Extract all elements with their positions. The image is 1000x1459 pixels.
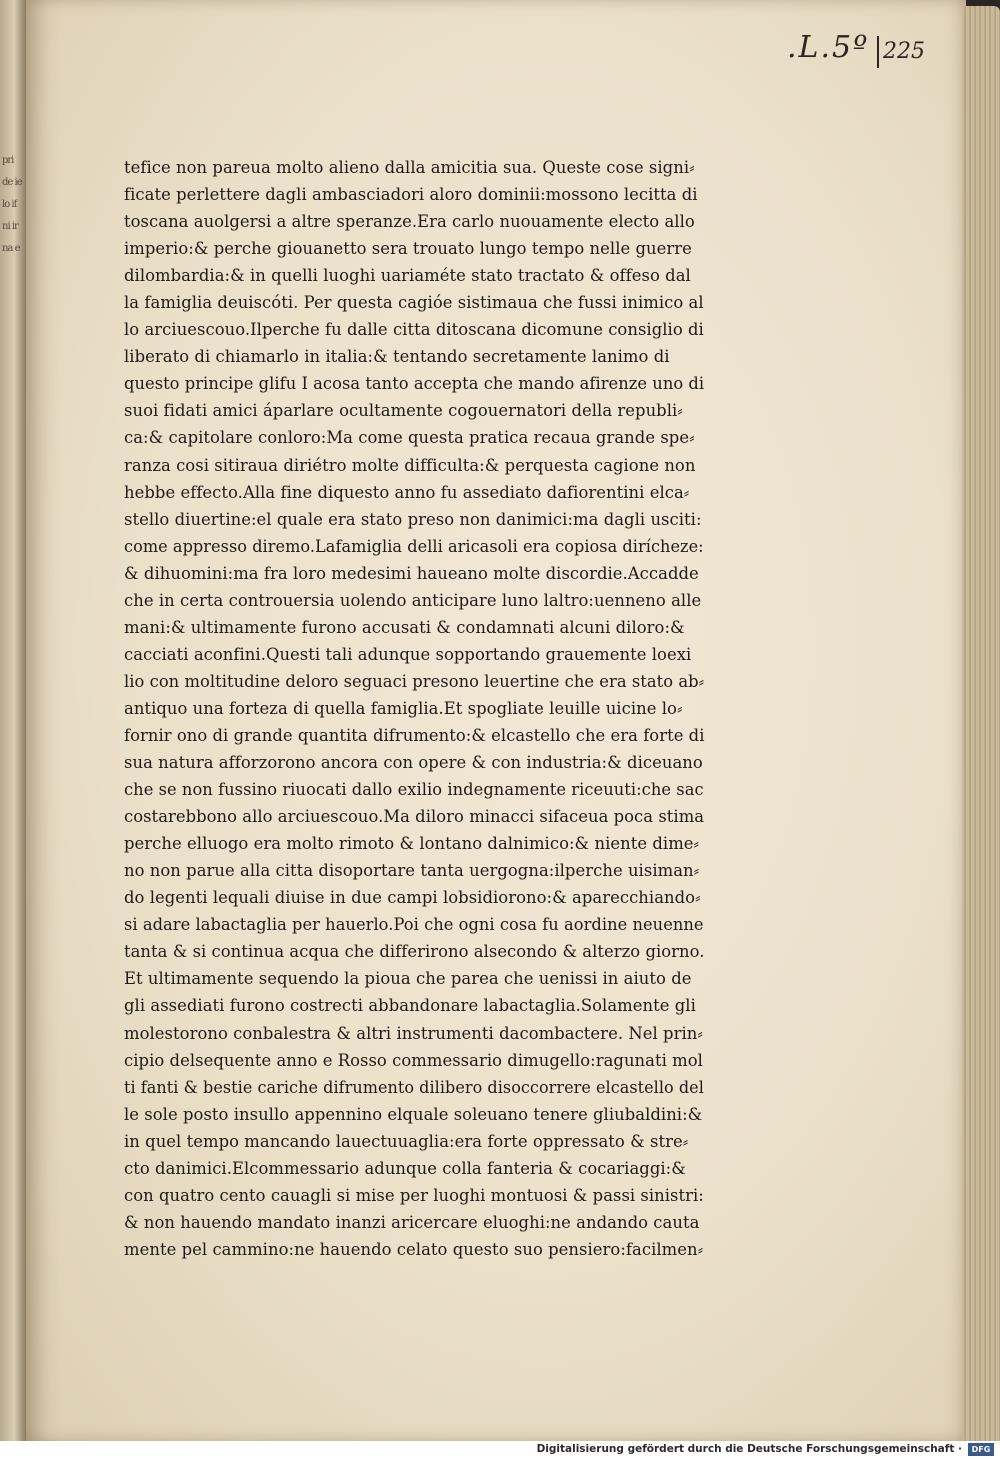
text-line: perche elluogo era molto rimoto & lontano dalnimico:& niente dime⸗ xyxy=(124,834,700,854)
text-line: molestorono conbalestra & altri instrumenti dacombactere. Nel prin⸗ xyxy=(124,1023,703,1043)
text-line: & dihuomini:ma fra loro medesimi haueano molte discordie.Accadde xyxy=(124,563,699,583)
text-line: gli assediati furono costrecti abbandonare labactaglia.Solamente gli xyxy=(124,996,696,1016)
text-line: che se non fussino riuocati dallo exilio indegnamente riceuuti:che sac xyxy=(124,780,704,800)
footer-bar xyxy=(0,1441,1000,1459)
text-line: Et ultimamente sequendo la pioua che parea che uenissi in aiuto de xyxy=(124,969,692,989)
text-line: questo principe glifu I acosa tanto accepta che mando afirenze uno di xyxy=(124,374,705,394)
text-line: con quatro cento cauagli si mise per luoghi montuosi & passi sinistri: xyxy=(124,1185,704,1205)
signature-mark: .L.5º xyxy=(787,30,870,65)
text-line: come appresso diremo.Lafamiglia delli aricasoli era copiosa dirícheze: xyxy=(124,536,704,556)
text-line: mente pel cammino:ne hauendo celato questo suo pensiero:facilmen⸗ xyxy=(124,1239,704,1259)
text-line: ficate perlettere dagli ambasciadori aloro dominii:mossono lecitta di xyxy=(124,185,698,205)
text-line: liberato di chiamarlo in italia:& tentando secretamente lanimo di xyxy=(124,347,670,367)
text-line: tanta & si continua acqua che differirono alsecondo & alterzo giorno. xyxy=(124,942,705,962)
text-line: ca:& capitolare conloro:Ma come questa pratica recaua grande spe⸗ xyxy=(124,428,695,448)
text-line: fornir ono di grande quantita difrumento:& elcastello che era forte di xyxy=(124,725,705,745)
page-stack-edges xyxy=(962,6,1000,1441)
text-line: costarebbono allo arciuescouo.Ma diloro minacci sifaceua poca stima xyxy=(124,807,705,827)
text-line: cacciati aconfini.Questi tali adunque sopportando grauemente loexi xyxy=(124,644,692,664)
text-line: mani:& ultimamente furono accusati & condamnati alcuni diloro:& xyxy=(124,617,685,637)
left-page-text-fragments: pri de ie lo if ni ir na e xyxy=(2,155,22,254)
text-line: do legenti lequali diuise in due campi lobsidiorono:& aparecchiando⸗ xyxy=(124,888,701,908)
text-line: suoi fidati amici áparlare ocultamente cogouernatori della republi⸗ xyxy=(124,401,683,421)
text-line: sua natura afforzorono ancora con opere & con industria:& diceuano xyxy=(124,753,703,773)
text-line: cto danimici.Elcommessario adunque colla fanteria & cocariaggi:& xyxy=(124,1158,686,1178)
text-line: tefice non pareua molto alieno dalla amicitia sua. Queste cose signi⸗ xyxy=(124,158,695,177)
text-column xyxy=(124,154,704,1263)
text-line: hebbe effecto.Alla fine diquesto anno fu assediato dafiorentini elca⸗ xyxy=(124,482,690,502)
text-line: imperio:& perche giouanetto sera trouato lungo tempo nelle guerre xyxy=(124,239,692,259)
text-line: lo arciuescouo.Ilperche fu dalle citta ditoscana dicomune consiglio di xyxy=(124,320,704,340)
text-line: le sole posto insullo appennino elquale soleuano tenere gliubaldini:& xyxy=(124,1104,703,1124)
text-line: toscana auolgersi a altre speranze.Era carlo nuouamente electo allo xyxy=(124,212,695,232)
text-line: lio con moltitudine deloro seguaci presono leuertine che era stato ab⸗ xyxy=(124,671,705,691)
text-line: che in certa controuersia uolendo anticipare luno laltro:uenneno alle xyxy=(124,590,702,610)
text-line: ti fanti & bestie cariche difrumento dilibero disoccorrere elcastello del xyxy=(124,1077,704,1097)
dfg-logo-icon: DFG xyxy=(968,1443,994,1456)
text-line: cipio delsequente anno e Rosso commessario dimugello:ragunati mol xyxy=(124,1050,703,1070)
text-line: no non parue alla citta disoportare tanta uergogna:ilperche uisiman⸗ xyxy=(124,861,700,881)
text-line: in quel tempo mancando lauectuuaglia:era forte oppressato & stre⸗ xyxy=(124,1131,689,1151)
text-line: si adare labactaglia per hauerlo.Poi che ogni cosa fu aordine neuenne xyxy=(124,915,704,935)
text-line: & non hauendo mandato inanzi aricercare eluoghi:ne andando cauta xyxy=(124,1212,700,1232)
text-line: ranza cosi sitiraua diriétro molte difficulta:& perquesta cagione non xyxy=(124,455,696,475)
left-page-edge xyxy=(0,0,26,1441)
text-line: stello diuertine:el quale era stato preso non danimici:ma dagli usciti: xyxy=(124,509,702,529)
text-line: antiquo una forteza di quella famiglia.Et spogliate leuille uicine lo⸗ xyxy=(124,698,683,718)
text-line: dilombardia:& in quelli luoghi uariaméte stato tractato & offeso dal xyxy=(124,266,691,286)
text-line: la famiglia deuiscóti. Per questa cagióe sistimaua che fussi inimico al xyxy=(124,293,704,313)
funding-credit: Digitalisierung gefördert durch die Deutsche Forschungsgemeinschaft · xyxy=(536,1443,962,1455)
folio-number: 225 xyxy=(877,36,925,68)
